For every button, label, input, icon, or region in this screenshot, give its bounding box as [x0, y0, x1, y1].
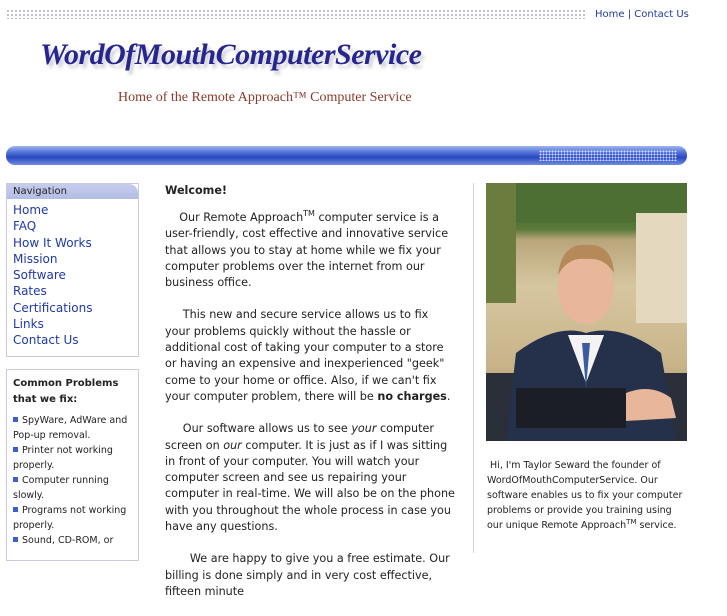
list-item: [13, 504, 134, 533]
intro-text-cont: computer service is a user-friendly, cost effective and innovative service that allows you to stay at home while we fix your computer problems over the internet from our business office.: [165, 211, 449, 290]
list-item: [13, 414, 134, 443]
your-emphasis: your: [351, 422, 377, 436]
tagline: Home of the Remote Approach™ Computer Service: [118, 90, 412, 105]
nav-item-faq[interactable]: FAQ: [13, 219, 37, 234]
bullet-icon: [13, 417, 18, 422]
problem-text: SpyWare, AdWare and Pop-up removal.: [13, 415, 128, 441]
header-dot-pattern: [6, 9, 586, 19]
software-text-c: computer. It is just as if I was sitting in front of your computer. You will watch your computer screen and see us repairing your computer in real-time. We will also be on the phone with you throughout the whole process in case you have any questions.: [165, 438, 455, 534]
site-title: WordOfMouthComputerService: [40, 38, 422, 71]
top-links: [595, 9, 689, 20]
nav-item-contact-us[interactable]: Contact Us: [13, 333, 79, 348]
paragraph-estimate: [165, 551, 455, 600]
navigation-box: [6, 183, 139, 357]
top-link-home[interactable]: Home: [595, 9, 625, 20]
caption-text-end: service.: [636, 520, 677, 531]
caption-text: Hi, I'm Taylor Seward the founder of WordOfMouthComputerService. Our software enables us to fix your computer problems or provide you training using our unique Remote Approach: [487, 460, 683, 531]
navigation-list: [7, 199, 138, 349]
main-content: [165, 183, 455, 616]
bar-dot-pattern: [539, 150, 677, 161]
founder-caption: [487, 458, 685, 533]
secure-text: This new and secure service allows us to fix your problems quickly without the hassle or additional cost of taking your computer to a store or having an expensive and inexperienced "geek" come to your home or office. Also, if we can't fix your computer problem, there will be: [165, 308, 445, 403]
problem-text: Computer running slowly.: [13, 475, 109, 501]
bullet-icon: [13, 447, 18, 452]
common-problems-title: Common Problems that we fix:: [13, 378, 119, 405]
nav-item-links[interactable]: Links: [13, 317, 44, 332]
software-text-b: computer screen on: [165, 422, 434, 452]
software-text: Our software allows us to see: [182, 422, 352, 436]
common-problems-list: [7, 412, 138, 549]
common-problems-box: [6, 369, 139, 561]
navigation-heading: Navigation: [7, 184, 138, 199]
problem-text: Printer not working properly.: [13, 445, 113, 471]
list-item: [13, 534, 134, 549]
nav-item-certifications[interactable]: Certifications: [13, 300, 93, 315]
paragraph-software: [165, 421, 455, 535]
bullet-icon: [13, 477, 18, 482]
welcome-heading: Welcome!: [165, 184, 228, 197]
founder-photo-illustration: [486, 183, 687, 441]
paragraph-secure: [165, 307, 455, 405]
secure-text-end: .: [446, 389, 451, 403]
nav-item-home[interactable]: Home: [13, 203, 49, 217]
paragraph-intro: [165, 210, 455, 291]
top-link-separator: |: [627, 9, 632, 20]
nav-item-how-it-works[interactable]: How It Works: [13, 235, 92, 250]
no-charges-text: no charges: [377, 389, 447, 403]
nav-item-rates[interactable]: Rates: [13, 284, 47, 299]
nav-item-software[interactable]: Software: [13, 268, 66, 283]
top-link-contact[interactable]: Contact Us: [634, 9, 689, 20]
bullet-icon: [13, 507, 18, 512]
nav-item-mission[interactable]: Mission: [13, 251, 58, 266]
trademark-sup: TM: [626, 518, 637, 526]
trademark-sup: TM: [303, 209, 315, 218]
intro-text: Our Remote Approach: [179, 211, 304, 224]
column-divider: [473, 183, 474, 553]
header-bar: [6, 146, 687, 165]
estimate-text: We are happy to give you a free estimate. Our billing is done simply and in very cost effective, fifteen minute: [165, 552, 450, 598]
problem-text: Sound, CD-ROM, or: [22, 535, 114, 546]
our-emphasis: our: [223, 438, 242, 452]
problem-text: Programs not working properly.: [13, 505, 127, 531]
list-item: [13, 474, 134, 503]
bullet-icon: [13, 537, 18, 542]
list-item: [13, 444, 134, 473]
founder-photo: [486, 183, 687, 441]
